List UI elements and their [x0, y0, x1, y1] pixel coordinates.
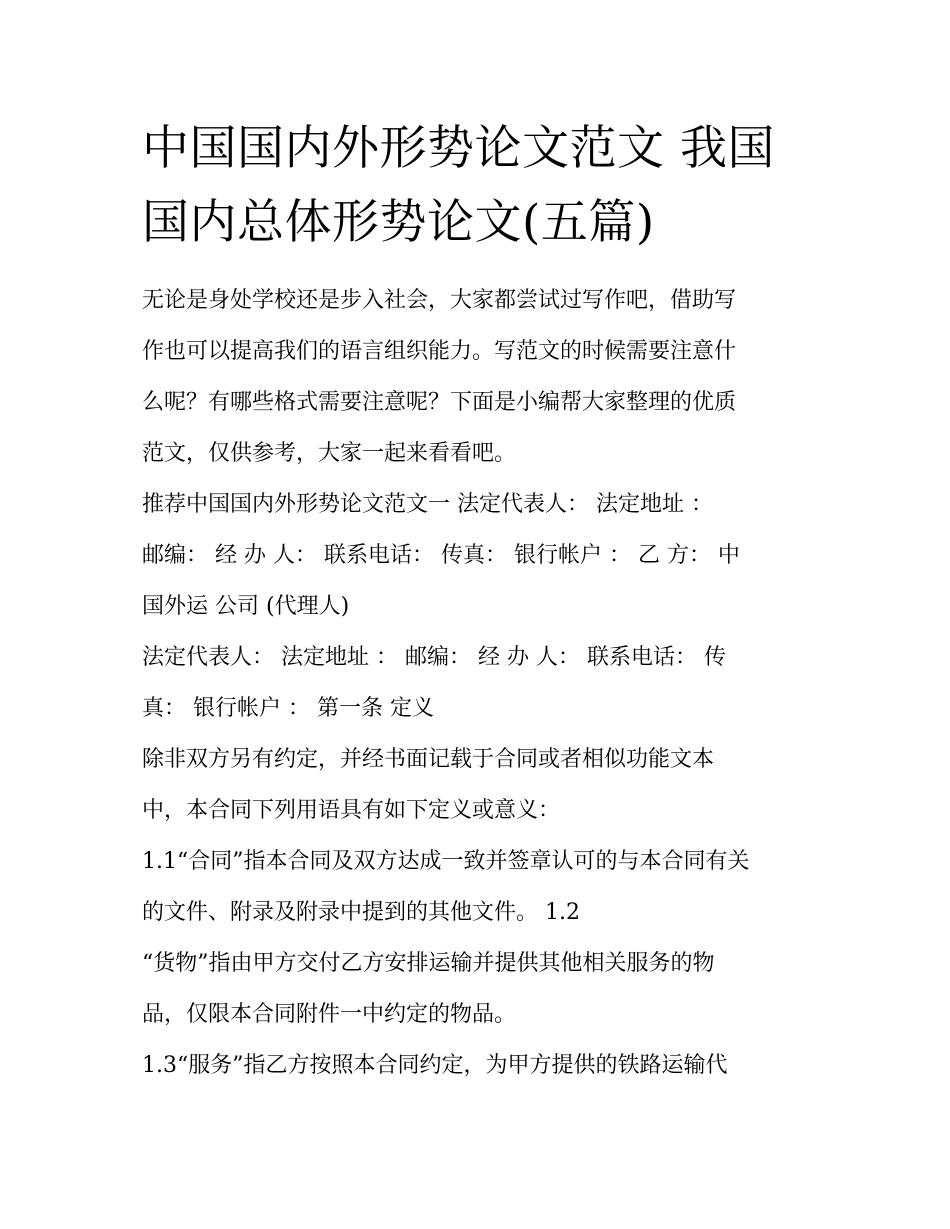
paragraph-line: 邮编： 经 办 人： 联系电话： 传真： 银行帐户 ： 乙 方： 中 — [142, 543, 740, 568]
paragraph-line: 推荐中国国内外形势论文范文一 法定代表人： 法定地址 ： — [142, 492, 713, 517]
paragraph-line: 的文件、附录及附录中提到的其他文件。 1.2 — [142, 900, 580, 925]
paragraph-line: 法定代表人： 法定地址 ： 邮编： 经 办 人： 联系电话： 传 — [142, 645, 726, 670]
paragraph-line: 中，本合同下列用语具有如下定义或意义： — [142, 798, 561, 823]
document-title — [142, 112, 822, 260]
paragraph-line: 真： 银行帐户 ： 第一条 定义 — [142, 696, 434, 721]
paragraph-line: 范文，仅供参考，大家一起来看看吧。 — [142, 441, 517, 466]
paragraph-line: 除非双方另有约定，并经书面记载于合同或者相似功能文本 — [142, 747, 715, 772]
paragraph-line: 么呢？有哪些格式需要注意呢？下面是小编帮大家整理的优质 — [142, 390, 737, 415]
paragraph-line: 1.3“服务”指乙方按照本合同约定，为甲方提供的铁路运输代 — [142, 1053, 728, 1078]
paragraph-line: “货物”指由甲方交付乙方安排运输并提供其他相关服务的物 — [142, 951, 715, 976]
title-line-2: 国内总体形势论文(五篇) — [142, 195, 655, 250]
paragraph-line: 无论是身处学校还是步入社会，大家都尝试过写作吧，借助写 — [142, 288, 737, 313]
paragraph-line: 品，仅限本合同附件一中约定的物品。 — [142, 1002, 517, 1027]
title-line-1: 中国国内外形势论文范文 我国 — [142, 121, 775, 176]
paragraph-line: 1.1“合同”指本合同及双方达成一致并签章认可的与本合同有关 — [142, 849, 750, 874]
document-body — [142, 275, 822, 1091]
paragraph-line: 国外运 公司 (代理人) — [142, 594, 350, 619]
paragraph-line: 作也可以提高我们的语言组织能力。写范文的时候需要注意什 — [142, 339, 737, 364]
